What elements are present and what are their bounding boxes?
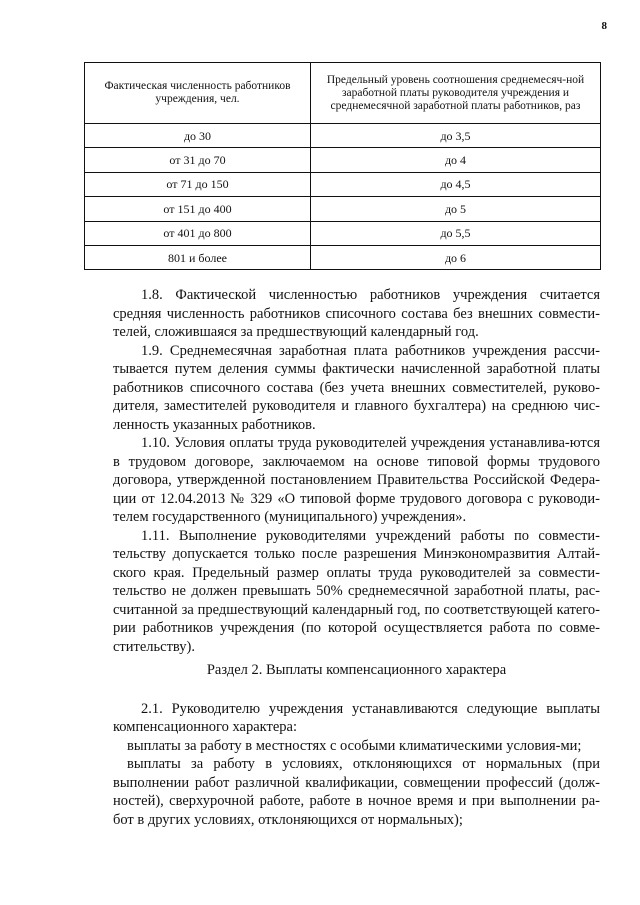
- cell-staff-range: до 30: [85, 124, 311, 148]
- paragraph-1-10: 1.10. Условия оплаты труда руководителей учреждения устанавлива-ются в трудовом договоре, заключаемом на основе типовой формы трудового договора, утвержденной постановлением Правительства Российской Федера-ции от 12.04.2013 № 329 «О типовой форме трудового договора с руководи-телем государственного (муниципального) учреждения».: [113, 435, 600, 525]
- page-number: 8: [601, 20, 607, 32]
- paragraph-1-11: 1.11. Выполнение руководителями учреждений работы по совмести-тельству допускается только после разрешения Минэкономразвития Алтай-ского края. Предельный размер оплаты труда руководителей за совмести-тельство не должен превышать 50% среднемесячной заработной платы, рас-считанной за предшествующий календарный год, по соответствующей катего-рии работников учреждения (по которой осуществляется работа по совме-стительству).: [113, 527, 600, 655]
- table-row: [85, 221, 601, 245]
- header-cell-staff-count: Фактическая численность работников учреждения, чел.: [85, 63, 311, 124]
- table-row: [85, 148, 601, 172]
- table-header-row: [85, 63, 601, 124]
- table-row: [85, 245, 601, 269]
- cell-staff-range: от 71 до 150: [85, 172, 311, 196]
- cell-ratio-value: до 4: [311, 148, 601, 172]
- header-cell-ratio: Предельный уровень соотношения среднемесяч-ной заработной платы руководителя учреждения и среднемесячной заработной платы работников, раз: [311, 63, 601, 124]
- cell-staff-range: 801 и более: [85, 245, 311, 269]
- table-row: [85, 172, 601, 196]
- paragraph-2-1: 2.1. Руководителю учреждения устанавливаются следующие выплаты компенсационного характера:: [113, 700, 600, 735]
- cell-staff-range: от 401 до 800: [85, 221, 311, 245]
- cell-staff-range: от 151 до 400: [85, 197, 311, 221]
- paragraph-1-8: 1.8. Фактической численностью работников учреждения считается средняя численность работников списочного состава без внешних совмести-телей, сложившаяся за предшествующий календарный год.: [113, 287, 600, 340]
- list-item-climatic-payments: выплаты за работу в местностях с особыми климатическими условия-ми;: [127, 737, 582, 754]
- cell-ratio-value: до 6: [311, 245, 601, 269]
- cell-staff-range: от 31 до 70: [85, 148, 311, 172]
- cell-ratio-value: до 5: [311, 197, 601, 221]
- section-2-heading: Раздел 2. Выплаты компенсационного характера: [206, 662, 507, 678]
- document-body: [113, 286, 600, 829]
- cell-ratio-value: до 3,5: [311, 124, 601, 148]
- list-item-abnormal-conditions-payments: выплаты за работу в условиях, отклоняющихся от нормальных (при выполнении работ различной квалификации, совмещении профессий (долж-ностей), сверхурочной работе, работе в ночное время и при выполнении ра-бот в других условиях, отклоняющихся от нормальных);: [113, 756, 600, 828]
- paragraph-1-9: 1.9. Среднемесячная заработная плата работников учреждения рассчи-тывается путем деления суммы фактически начисленной заработной платы работников списочного состава (без учета внешних совместителей, руково-дителя, заместителей руководителя и главного бухгалтера) на среднюю чис-ленность указанных работников.: [113, 342, 600, 433]
- ratio-table: [84, 62, 601, 270]
- table-row: [85, 124, 601, 148]
- table-row: [85, 197, 601, 221]
- cell-ratio-value: до 5,5: [311, 221, 601, 245]
- cell-ratio-value: до 4,5: [311, 172, 601, 196]
